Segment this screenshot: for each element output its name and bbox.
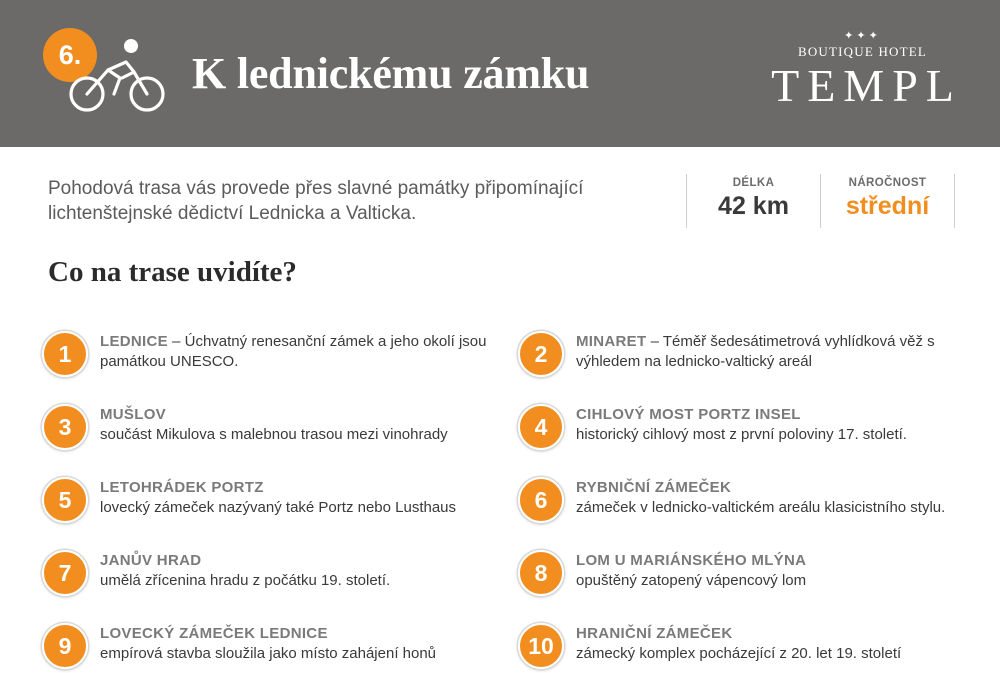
stop-name: LETOHRÁDEK PORTZ	[100, 479, 264, 496]
stop-description: Úchvatný renesanční zámek a jeho okolí jsou památkou UNESCO.	[100, 333, 487, 370]
stop-text	[100, 551, 500, 591]
stop-text	[100, 624, 500, 664]
stop-item	[518, 550, 978, 600]
stat-difficulty-value: střední	[845, 192, 930, 220]
stop-text	[576, 478, 976, 518]
route-number-badge: 6.	[43, 28, 97, 82]
stat-difficulty	[821, 174, 955, 228]
stop-name: LOVECKÝ ZÁMEČEK LEDNICE	[100, 625, 328, 642]
stop-item	[42, 623, 502, 673]
stop-number-badge: 1	[42, 331, 88, 377]
bicycle-rider-icon	[68, 38, 166, 116]
stop-text	[576, 551, 976, 591]
route-title: K lednickému zámku	[192, 49, 590, 98]
stop-text	[100, 332, 500, 372]
stop-name: HRANIČNÍ ZÁMEČEK	[576, 625, 733, 642]
stop-name: MINARET	[576, 333, 647, 350]
stop-number-badge: 6	[518, 477, 564, 523]
stat-length	[687, 174, 821, 228]
stop-text	[100, 478, 500, 518]
hotel-logo	[760, 28, 965, 112]
stop-item	[518, 331, 978, 381]
stat-length-value: 42 km	[718, 192, 789, 220]
stop-number-badge: 8	[518, 550, 564, 596]
stat-difficulty-label: NÁROČNOST	[848, 177, 927, 189]
stop-item	[42, 477, 502, 527]
stop-description: součást Mikulova s malebnou trasou mezi vinohrady	[100, 426, 448, 443]
stop-number-badge: 10	[518, 623, 564, 669]
stop-description: zámeček v lednicko-valtickém areálu klasicistního stylu.	[576, 499, 946, 516]
stop-separator: –	[646, 333, 663, 350]
stop-name: MUŠLOV	[100, 406, 166, 423]
stop-description: Téměř šedesátimetrová vyhlídková věž s výhledem na lednicko-valtický areál	[576, 333, 935, 370]
stop-description: lovecký zámeček nazývaný také Portz nebo Lusthaus	[100, 499, 457, 516]
stop-name: JANŮV HRAD	[100, 552, 202, 569]
route-stats	[686, 174, 955, 228]
header-banner	[0, 0, 1000, 147]
stop-name: LEDNICE	[100, 333, 168, 350]
logo-stars: ✦✦✦	[844, 30, 881, 42]
stop-description: opuštěný zatopený vápencový lom	[576, 572, 807, 589]
stop-text	[100, 405, 500, 445]
stop-item	[42, 331, 502, 381]
stop-item	[518, 477, 978, 527]
stop-item	[518, 623, 978, 673]
stop-description: historický cihlový most z první poloviny 17. století.	[576, 426, 907, 443]
stop-name: CIHLOVÝ MOST PORTZ INSEL	[576, 406, 801, 423]
stop-number-badge: 9	[42, 623, 88, 669]
stop-number-badge: 4	[518, 404, 564, 450]
stop-name: LOM U MARIÁNSKÉHO MLÝNA	[576, 552, 807, 569]
stop-text	[576, 405, 976, 445]
stop-description: umělá zřícenina hradu z počátku 19. století.	[100, 572, 391, 589]
stop-description: empírová stavba sloužila jako místo zahájení honů	[100, 645, 437, 662]
stop-number-badge: 2	[518, 331, 564, 377]
logo-name: TEMPL	[771, 60, 962, 111]
section-title: Co na trase uvidíte?	[48, 256, 297, 288]
stop-number-badge: 3	[42, 404, 88, 450]
stop-item	[42, 404, 502, 454]
stop-name: RYBNIČNÍ ZÁMEČEK	[576, 479, 732, 496]
route-intro: Pohodová trasa vás provede přes slavné památky připomínající lichtenštejnské dědictví Lednicka a Valticka.	[48, 178, 584, 224]
stop-description: zámecký komplex pocházející z 20. let 19. století	[576, 645, 902, 662]
stop-item	[42, 550, 502, 600]
stop-item	[518, 404, 978, 454]
stop-number-badge: 7	[42, 550, 88, 596]
stop-text	[576, 332, 976, 372]
stop-separator: –	[167, 333, 185, 350]
stop-text	[576, 624, 976, 664]
stop-number-badge: 5	[42, 477, 88, 523]
stat-length-label: DÉLKA	[732, 177, 775, 189]
logo-subtitle: BOUTIQUE HOTEL	[797, 44, 928, 59]
